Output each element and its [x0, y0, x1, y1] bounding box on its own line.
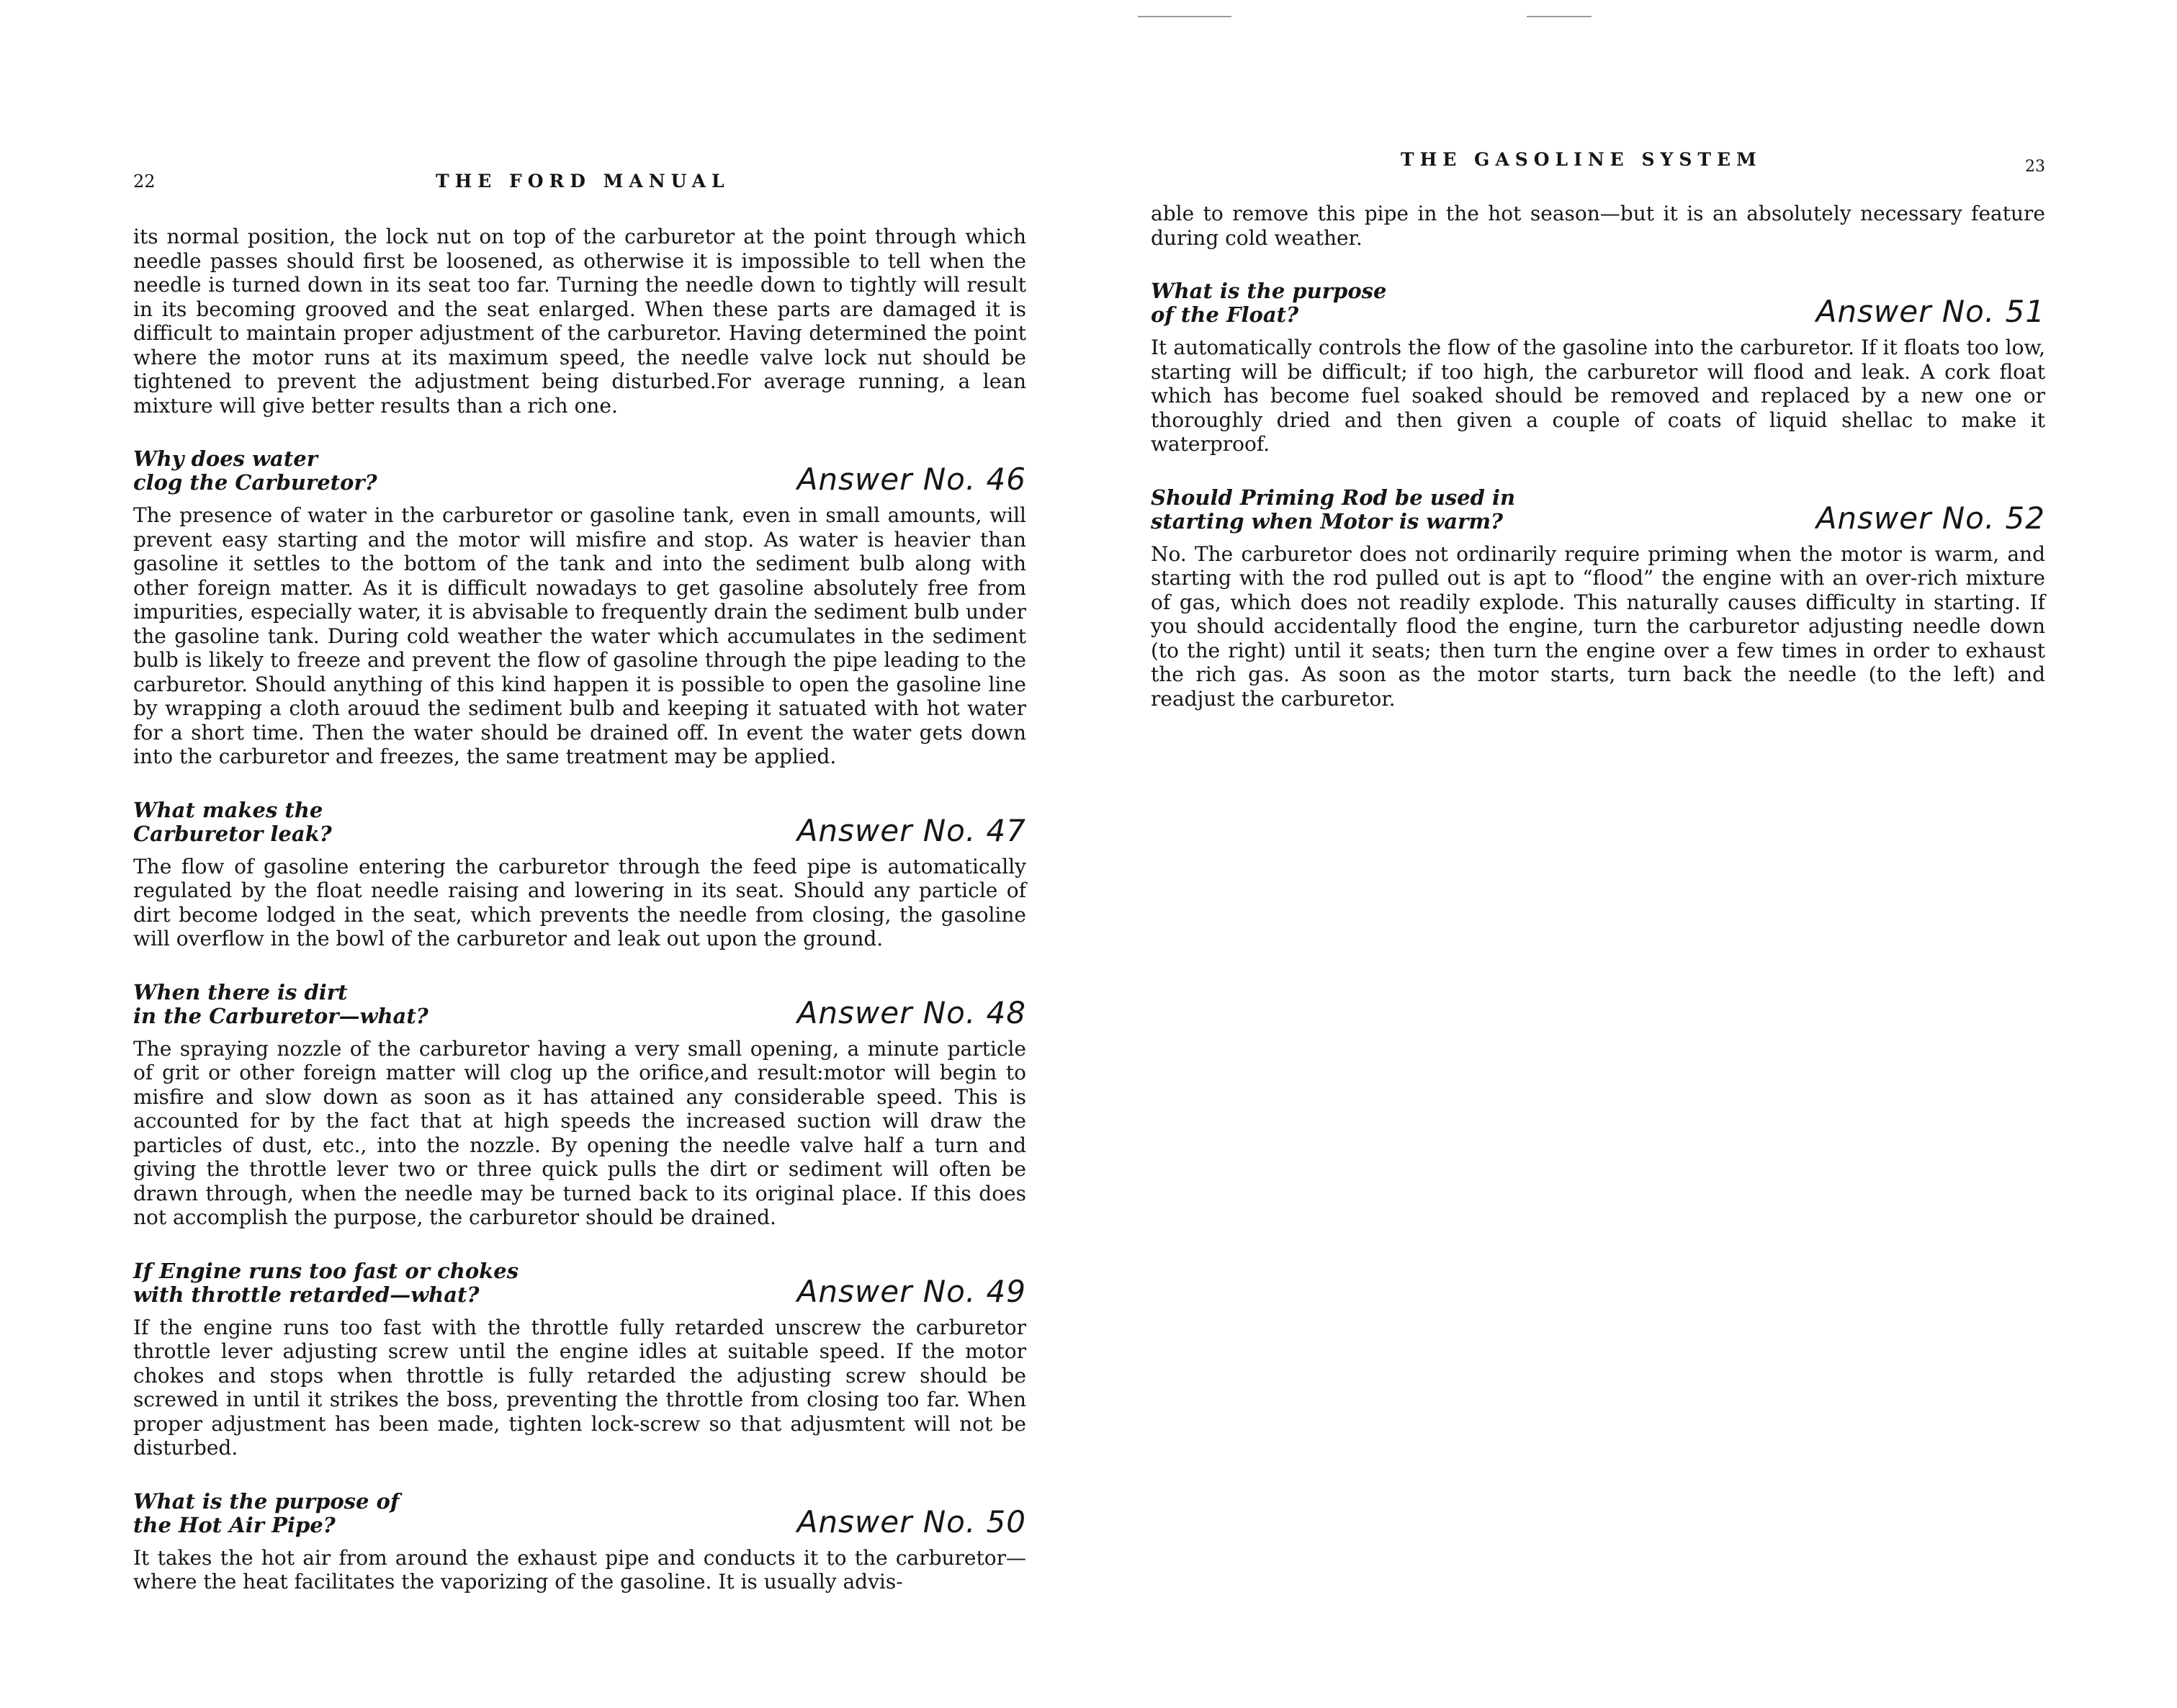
answer-text: No. The carburetor does not ordinarily require priming when the motor is warm, and starting with the rod pulled out is apt to “flood” the engine with an over-rich mixture of gas, which does not readily explode. This naturally causes difficulty in starting. If you should accidentally flood the engine, turn the carburetor adjusting needle down (to the right) until it seats; then turn the engine over a few times in order to exhaust the rich gas. As soon as the motor starts, turn back the needle (to the left) and readjust the carburetor.	[1151, 541, 2045, 711]
qa-heading	[1151, 279, 2045, 327]
answer-text: It takes the hot air from around the exhaust pipe and conducts it to the carburetor—where the heat facilitates the vaporizing of the gasoline. It is usually advis-	[133, 1545, 1026, 1594]
qa-heading	[133, 798, 1026, 846]
answer-text: The flow of gasoline entering the carburetor through the feed pipe is automatically regulated by the float needle raising and lowering in its seat. Should any particle of dirt become lodged in the seat, which prevents the needle from closing, the gasoline will overflow in the bowl of the carburetor and leak out upon the ground.	[133, 854, 1026, 950]
qa-item-50	[133, 1489, 1026, 1594]
answer-number: Answer No. 49	[796, 1273, 1026, 1309]
answer-text: The presence of water in the carburetor or gasoline tank, even in small amounts, will prevent easy starting and the motor will misfire and stop. As water is heavier than gasoline it settles to the bottom of the tank and into the sediment bulb along with other foreign matter. As it is difficult nowadays to get gasoline absolutely free from impurities, especially water, it is abvisable to frequently drain the sediment bulb under the gasoline tank. During cold weather the water which accumulates in the sediment bulb is likely to freeze and prevent the flow of gasoline through the pipe leading to the carburetor. Should anything of this kind happen it is possible to open the gasoline line by wrapping a cloth arouud the sediment bulb and keeping it satuated with hot water for a short time. Then the water should be drained off. In event the water gets down into the carburetor and freezes, the same treatment may be applied.	[133, 503, 1026, 768]
qa-item-52	[1151, 485, 2045, 711]
intro-paragraph-left: its normal position, the lock nut on top of the carburetor at the point through which needle passes should first be loosened, as otherwise it is impossible to tell when the needle is turned down in its seat too far. Turning the needle down to tightly will result in its becoming grooved and the seat enlarged. When these parts are damaged it is difficult to maintain proper adjustment of the carburetor. Having determined the point where the motor runs at its maximum speed, the needle valve lock nut should be tightened to prevent the adjustment being disturbed.For average running, a lean mixture will give better results than a rich one.	[133, 225, 1026, 418]
answer-text: If the engine runs too fast with the throttle fully retarded unscrew the carburetor throttle lever adjusting screw until the engine idles at suitable speed. If the motor chokes and stops when throttle is fully retarded the adjusting screw should be screwed in until it strikes the boss, preventing the throttle from closing too far. When proper adjustment has been made, tighten lock-screw so that adjusmtent will not be disturbed.	[133, 1315, 1026, 1460]
question-text: What is the purpose of the Float?	[1151, 279, 1387, 327]
answer-number: Answer No. 51	[1815, 294, 2045, 329]
running-head-title-right: THE GASOLINE SYSTEM	[1401, 149, 1762, 170]
page-number-right: 23	[2025, 158, 2045, 176]
question-text: If Engine runs too fast or chokes with throttle retarded—what?	[133, 1258, 519, 1307]
qa-heading	[1151, 485, 2045, 534]
scan-speck	[1527, 16, 1592, 17]
right-page-body	[1151, 202, 2045, 711]
answer-number: Answer No. 46	[796, 462, 1026, 497]
question-text: Why does water clog the Carburetor?	[133, 446, 377, 495]
qa-item-47	[133, 798, 1026, 951]
answer-number: Answer No. 48	[796, 994, 1026, 1030]
running-head-left	[133, 167, 1026, 196]
qa-heading	[133, 980, 1026, 1028]
qa-item-46	[133, 446, 1026, 769]
running-head-right	[1151, 145, 2045, 174]
qa-heading	[133, 446, 1026, 495]
answer-number: Answer No. 52	[1815, 500, 2045, 536]
question-text: Should Priming Rod be used in starting when Motor is warm?	[1151, 485, 1516, 534]
page-number-left: 22	[133, 171, 156, 192]
qa-item-51	[1151, 279, 2045, 457]
qa-heading	[133, 1259, 1026, 1307]
scan-speck	[1138, 16, 1231, 17]
intro-paragraph-right: able to remove this pipe in the hot season—but it is an absolutely necessary feature during cold weather.	[1151, 202, 2045, 250]
qa-heading	[133, 1488, 1026, 1540]
qa-item-49	[133, 1259, 1026, 1460]
answer-text: The spraying nozzle of the carburetor having a very small opening, a minute particle of grit or other foreign matter will clog up the orifice,and result:motor will begin to misfire and slow down as soon as it has attained any considerable speed. This is accounted for by the fact that at high speeds the increased suction will draw the particles of dust, etc., into the nozzle. By opening the needle valve half a turn and giving the throttle lever two or three quick pulls the dirt or sediment will often be drawn through, when the needle may be turned back to its original place. If this does not accomplish the purpose, the carburetor should be drained.	[133, 1036, 1026, 1229]
left-page-body	[133, 225, 1026, 1594]
answer-number: Answer No. 50	[796, 1504, 1026, 1540]
question-text: When there is dirt in the Carburetor—what?	[133, 979, 428, 1028]
answer-number: Answer No. 47	[796, 812, 1026, 848]
qa-item-48	[133, 980, 1026, 1230]
question-text: What is the purpose of the Hot Air Pipe?	[133, 1488, 400, 1537]
question-text: What makes the Carburetor leak?	[133, 797, 332, 846]
running-head-title-left: THE FORD MANUAL	[436, 171, 730, 192]
answer-text: It automatically controls the flow of the gasoline into the carburetor. If it floats too low, starting will be difficult; if too high, the carburetor will flood and leak. A cork float which has become fuel soaked should be removed and replaced by a new one or thoroughly dried and then given a couple of coats of liquid shellac to make it waterproof.	[1151, 336, 2045, 456]
